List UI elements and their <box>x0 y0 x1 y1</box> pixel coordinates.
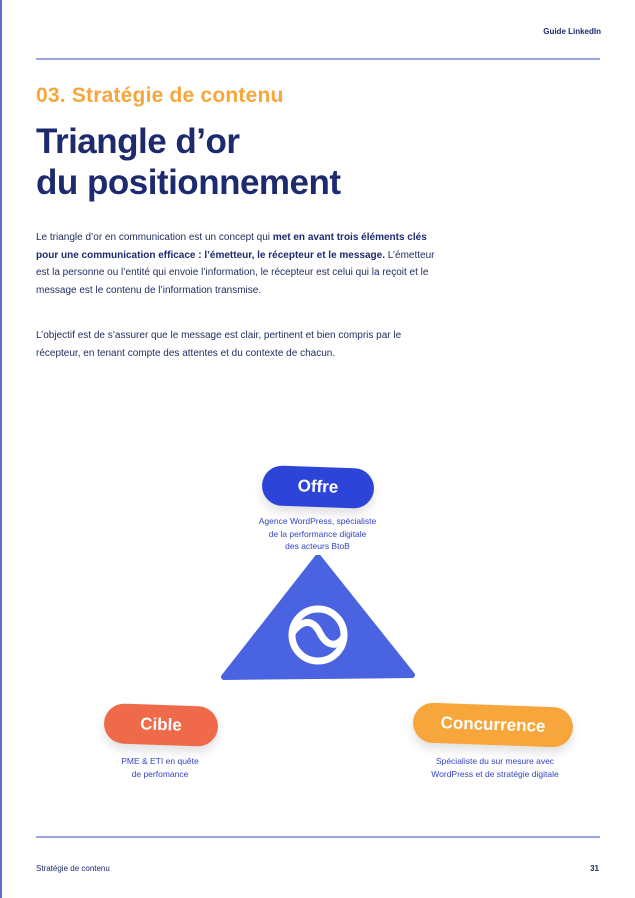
offre-desc-line: Agence WordPress, spécialiste <box>258 516 377 526</box>
intro-paragraph <box>36 229 448 299</box>
offre-desc-line: des acteurs BtoB <box>285 541 350 551</box>
page-number: 31 <box>590 864 599 873</box>
page-title-line-1: Triangle d’or <box>36 122 240 161</box>
footer-divider <box>36 836 600 838</box>
intro-bold-text: met en avant trois éléments clés pour une communication efficace : l’émetteur, le récepteur et le message. <box>36 232 427 261</box>
concurrence-desc-line: WordPress et de stratégie digitale <box>431 768 559 779</box>
intro-text-1: Le triangle d’or en communication est un concept qui <box>36 232 273 243</box>
triangle-shape <box>220 555 420 685</box>
header-divider <box>36 58 600 60</box>
offre-description <box>225 515 410 553</box>
offre-desc-line: de la performance digitale <box>268 528 367 539</box>
intro-text-2: L’émetteur est la personne ou l’entité qui envoie l’information, le récepteur est celui qui la reçoit et le message est le contenu de l’information transmise. <box>36 249 435 296</box>
cible-desc-line: de perfomance <box>131 768 189 779</box>
cible-desc-line: PME & ETI en quête <box>121 756 199 766</box>
offre-pill: Offre <box>261 465 374 509</box>
golden-triangle-diagram <box>0 455 635 795</box>
objective-paragraph: L’objectif est de s’assurer que le message est clair, pertinent et bien compris par le récepteur, en tenant compte des attentes et du contexte de chacun. <box>36 330 402 359</box>
footer-section-label: Stratégie de contenu <box>36 864 110 873</box>
cible-pill: Cible <box>103 703 218 747</box>
page-title <box>36 121 341 203</box>
concurrence-description <box>400 755 590 780</box>
section-heading: 03. Stratégie de contenu <box>36 84 284 107</box>
cible-description <box>90 755 230 780</box>
page-title-line-2: du positionnement <box>36 163 341 202</box>
header-guide-label: Guide LinkedIn <box>543 27 601 36</box>
concurrence-desc-line: Spécialiste du sur mesure avec <box>435 756 555 766</box>
concurrence-pill: Concurrence <box>412 702 573 748</box>
